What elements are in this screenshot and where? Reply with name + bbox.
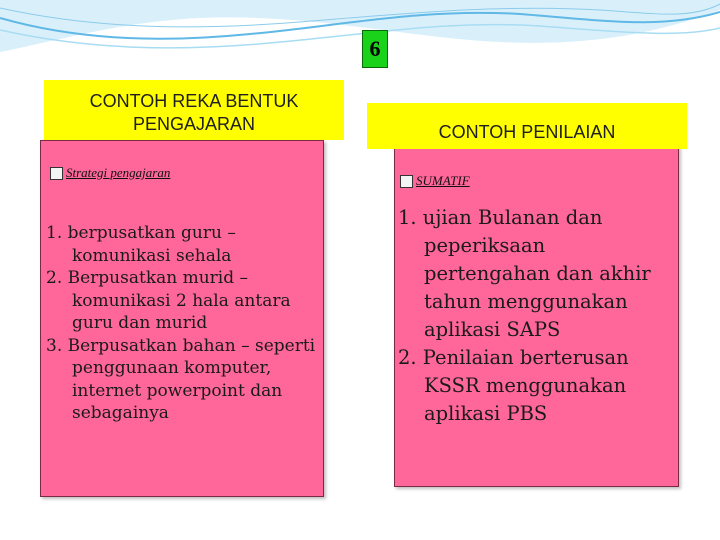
right-subheading <box>400 173 470 189</box>
list-item: 1. berpusatkan guru – komunikasi sehala <box>46 223 236 266</box>
square-bullet-icon <box>50 167 63 180</box>
list-item: 3. Berpusatkan bahan – seperti penggunaan komputer, internet powerpoint dan sebagainya <box>46 335 316 423</box>
right-item-list <box>398 204 668 428</box>
left-subheading-text: Strategi pengajaran <box>66 165 171 180</box>
list-item: 2. Berpusatkan murid – komunikasi 2 hala antara guru dan murid <box>46 268 291 333</box>
left-section-title: CONTOH REKA BENTUK PENGAJARAN <box>44 80 344 140</box>
left-item-list <box>46 222 316 425</box>
square-bullet-icon <box>400 175 413 188</box>
right-subheading-text: SUMATIF <box>416 173 470 188</box>
list-item: 2. Penilaian berterusan KSSR menggunakan aplikasi PBS <box>398 346 629 425</box>
top-wave-decoration <box>0 0 720 70</box>
slide-number-badge: 6 <box>362 30 388 68</box>
right-section-title: CONTOH PENILAIAN <box>367 103 687 149</box>
list-item: 1. ujian Bulanan dan peperiksaan pertengahan dan akhir tahun menggunakan aplikasi SAPS <box>398 206 651 341</box>
left-subheading <box>50 165 170 181</box>
